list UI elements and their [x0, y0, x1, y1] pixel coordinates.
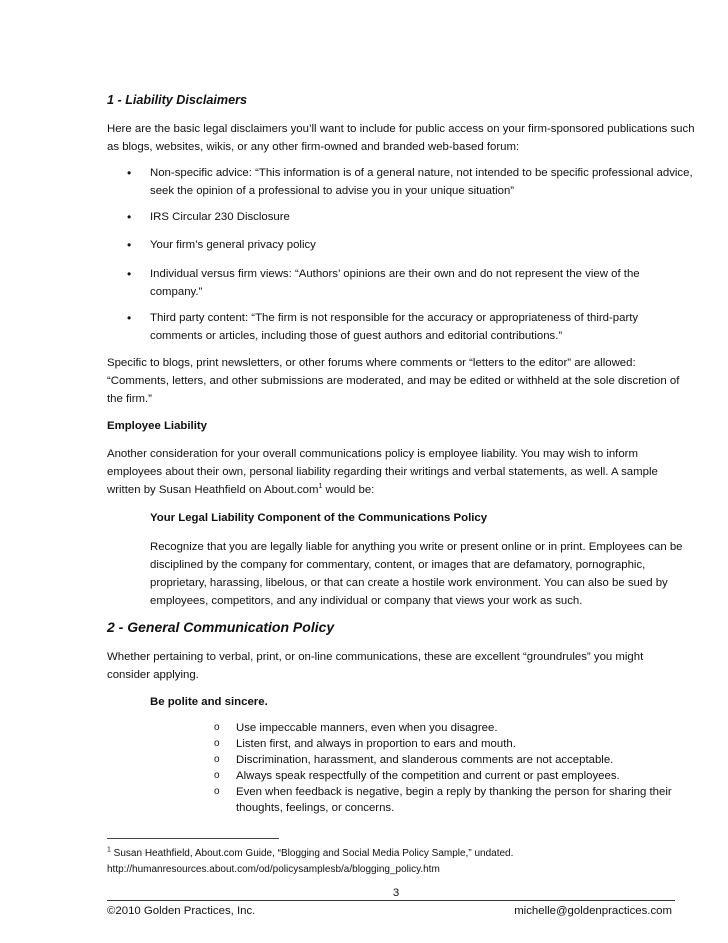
bullet-glyph: •: [127, 166, 132, 180]
sub-item-5-line-1: Even when feedback is negative, begin a reply by thanking the person for sharing their: [236, 786, 672, 798]
component-line-1: Recognize that you are legally liable for anything you write or present online or in print. Employees can be: [150, 541, 683, 553]
employee-line-3: [107, 480, 677, 500]
bullet-4-line-2: company.”: [150, 286, 203, 298]
component-line-2: disciplined by the company for commentary, content, or images that are defamatory, pornographic,: [150, 559, 646, 571]
footnote-text: Susan Heathfield, About.com Guide, “Blogging and Social Media Policy Sample,” undated.: [110, 848, 514, 859]
bullet-4-line-1: Individual versus firm views: “Authors’ opinions are their own and do not represent the view of the: [150, 268, 640, 280]
specific-line-3: the firm.”: [107, 393, 152, 405]
section-heading-communication: 2 - General Communication Policy: [107, 619, 335, 635]
sub-bullet-glyph: o: [214, 722, 220, 733]
bullet-glyph: •: [127, 311, 132, 325]
employee-line-3-text: written by Susan Heathfield on About.com: [107, 484, 319, 496]
bullet-5-line-1: Third party content: “The firm is not responsible for the accuracy or appropriateness of third-party: [150, 312, 639, 324]
page-number: 3: [392, 887, 400, 899]
specific-line-2: “Comments, letters, and other submissions are moderated, and may be edited or withheld at the sole discretion of: [107, 375, 680, 387]
employee-liability-heading: Employee Liability: [107, 420, 208, 432]
component-heading: Your Legal Liability Component of the Communications Policy: [150, 512, 488, 524]
bullet-3: Your firm’s general privacy policy: [150, 239, 316, 251]
component-line-3: proprietary, harassing, libelous, or that can create a hostile work environment. You can also be sued by: [150, 577, 668, 589]
sub-bullet-glyph: o: [214, 738, 220, 749]
sub-bullet-glyph: o: [214, 754, 220, 765]
s2-intro-line-2: consider applying.: [107, 669, 199, 681]
bullet-2: IRS Circular 230 Disclosure: [150, 211, 290, 223]
footnote-url[interactable]: http://humanresources.about.com/od/policysamplesb/a/blogging_policy.htm: [107, 864, 440, 875]
employee-line-3-end: would be:: [322, 484, 375, 496]
employee-line-2: employees about their own, personal liability regarding their writings and verbal statements, as well. A sample: [107, 466, 658, 478]
sub-bullet-glyph: o: [214, 786, 220, 797]
footnote-line-1: [107, 846, 513, 862]
sub-item-4: Always speak respectfully of the competition and current or past employees.: [236, 770, 620, 782]
footer-copyright: ©2010 Golden Practices, Inc.: [107, 905, 256, 917]
footnote-divider: [107, 838, 279, 839]
bullet-1-line-2: seek the opinion of a professional to advise you in your unique situation”: [150, 185, 515, 197]
bullet-1-line-1: Non-specific advice: “This information is of a general nature, not intended to be specific professional advice,: [150, 167, 693, 179]
bullet-glyph: •: [127, 267, 132, 281]
sub-item-5-line-2: thoughts, feelings, or concerns.: [236, 802, 395, 814]
bullet-glyph: •: [127, 238, 132, 252]
component-line-4: employees, competitors, and any individual or company that views your work as such.: [150, 595, 583, 607]
footnote-number: 1: [107, 846, 111, 854]
employee-line-1: Another consideration for your overall communications policy is employee liability. You may wish to inform: [107, 448, 638, 460]
footer-divider: [107, 900, 675, 901]
sub-bullet-glyph: o: [214, 770, 220, 781]
sub-item-2: Listen first, and always in proportion to ears and mouth.: [236, 738, 516, 750]
sub-item-1: Use impeccable manners, even when you disagree.: [236, 722, 498, 734]
footnote-ref[interactable]: 1: [318, 483, 323, 491]
s2-intro-line-1: Whether pertaining to verbal, print, or on-line communications, these are excellent “groundrules” you might: [107, 651, 644, 663]
sub-heading-polite: Be polite and sincere.: [150, 696, 268, 708]
section-heading-liability: 1 - Liability Disclaimers: [107, 93, 247, 107]
bullet-glyph: •: [127, 210, 132, 224]
footer-email[interactable]: michelle@goldenpractices.com: [514, 905, 672, 917]
intro-line-2: as blogs, websites, wikis, or any other firm-owned and branded web-based forum:: [107, 141, 520, 153]
sub-item-3: Discrimination, harassment, and slanderous comments are not acceptable.: [236, 754, 614, 766]
intro-line-1: Here are the basic legal disclaimers you’ll want to include for public access on your firm-sponsored publications such: [107, 123, 695, 135]
specific-line-1: Specific to blogs, print newsletters, or other forums where comments or “letters to the editor” are allowed:: [107, 357, 636, 369]
bullet-5-line-2: comments or articles, including those of guest authors and editorial contributions.”: [150, 330, 563, 342]
